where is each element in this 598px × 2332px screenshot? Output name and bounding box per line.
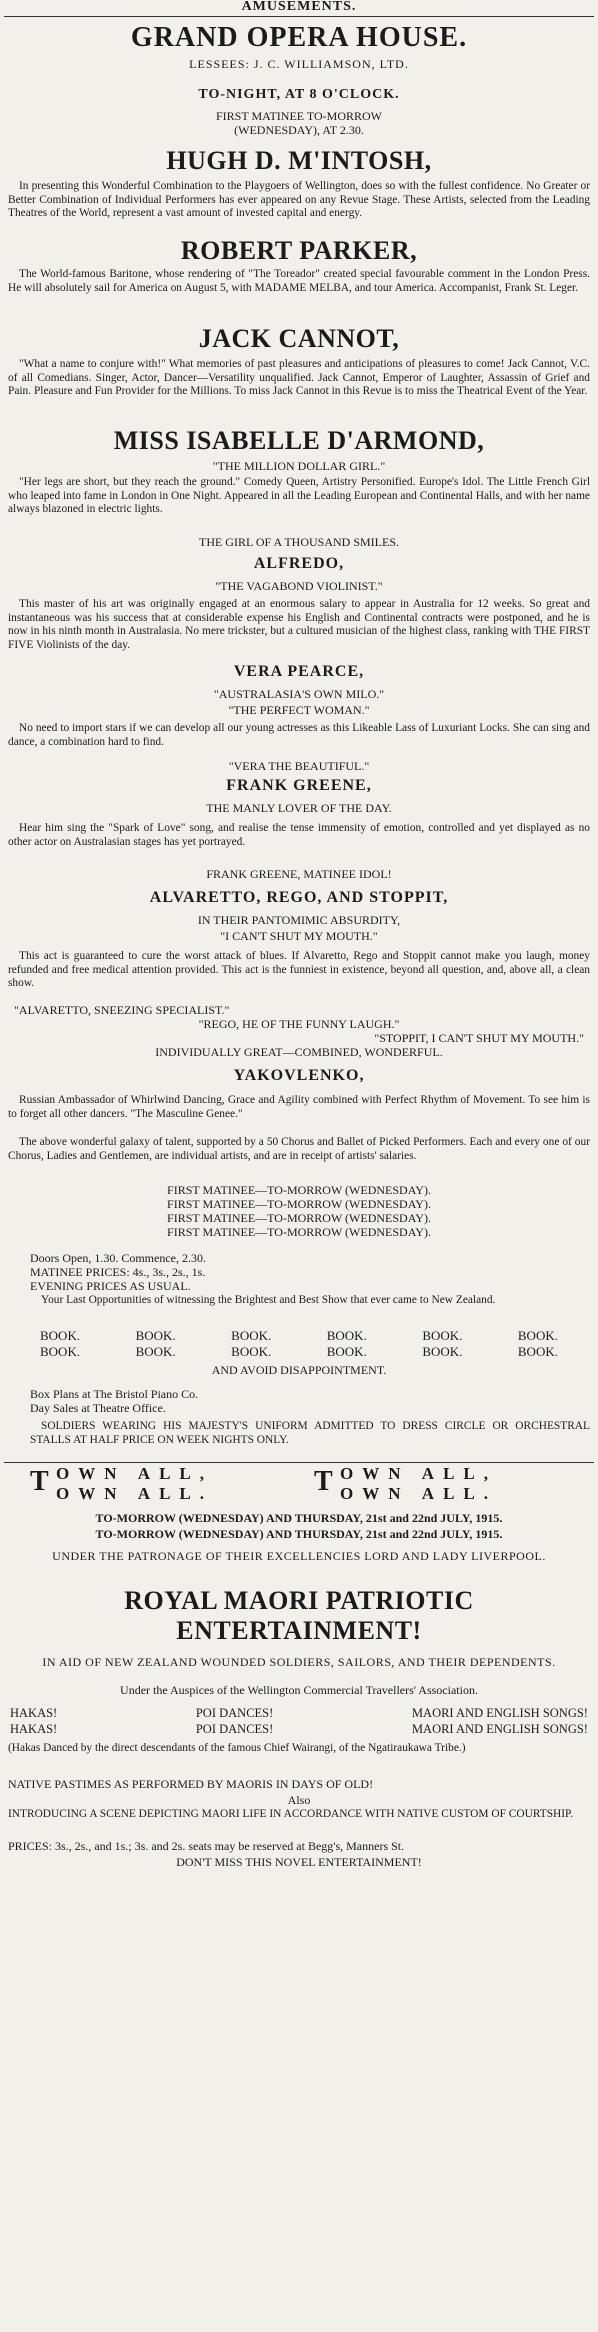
alvaretto-subtitle-1: IN THEIR PANTOMIMIC ABSURDITY, (197, 913, 401, 927)
book-12: BOOK. (517, 1344, 558, 1359)
yakovlenko-name: YAKOVLENKO, (233, 1067, 365, 1084)
date-line-2: TO-MORROW (WEDNESDAY) AND THURSDAY, 21st and 22nd JULY, 1915. (95, 1527, 503, 1541)
introducing-line: INTRODUCING A SCENE DEPICTING MAORI LIFE IN ACCORDANCE WITH NATIVE CUSTOM OF COURTSHIP. (8, 1808, 573, 1820)
cannot-name: JACK CANNOT, (198, 324, 400, 353)
header-rule (4, 16, 594, 17)
town-hall-banner (0, 1464, 598, 1508)
vera-text: No need to import stars if we can develop all our young actresses as this Likeable Lass of Luxuriant Locks. She can sing and dance, a combination hard to find. (8, 722, 590, 748)
songs-2: MAORI AND ENGLISH SONGS! (411, 1722, 588, 1736)
alvaretto-quote-2: "REGO, HE OF THE FUNNY LAUGH." (198, 1017, 400, 1031)
patronage-line: UNDER THE PATRONAGE OF THEIR EXCELLENCIES LORD AND LADY LIVERPOOL. (52, 1549, 546, 1563)
book-3: BOOK. (231, 1328, 272, 1343)
box-plans: Box Plans at The Bristol Piano Co. (30, 1387, 199, 1401)
town-hall-bottom-right: OWN ALL. (340, 1484, 498, 1503)
galaxy-text: The above wonderful galaxy of talent, supported by a 50 Chorus and Ballet of Picked Performers. Each and every one of our Chorus, Ladies and Gentlemen, are individual artists, and are in receipt of artists' salaries. (8, 1136, 590, 1162)
book-2: BOOK. (135, 1328, 176, 1343)
dont-miss-line: DON'T MISS THIS NOVEL ENTERTAINMENT! (176, 1855, 422, 1869)
town-hall-top-right: OWN ALL, (340, 1464, 498, 1483)
town-hall-top-left: OWN ALL, (56, 1464, 214, 1483)
songs-1: MAORI AND ENGLISH SONGS! (411, 1706, 588, 1720)
soldiers-notice: SOLDIERS WEARING HIS MAJESTY'S UNIFORM ADMITTED TO DRESS CIRCLE OR ORCHESTRAL STALLS AT HALF PRICE ON WEEK NIGHTS ONLY. (30, 1420, 590, 1446)
alvaretto-quote-3: "STOPPIT, I CAN'T SHUT MY MOUTH." (374, 1031, 584, 1045)
aid-line: IN AID OF NEW ZEALAND WOUNDED SOLDIERS, SAILORS, AND THEIR DEPENDENTS. (42, 1655, 556, 1669)
townhall-prices: PRICES: 3s., 2s., and 1s.; 3s. and 2s. seats may be reserved at Begg's, Manners St. (8, 1839, 405, 1853)
initial-t-right: T (314, 1466, 333, 1497)
hakas-row-2 (10, 1722, 588, 1737)
book-9: BOOK. (231, 1344, 272, 1359)
opportunity-text: Your Last Opportunities of witnessing the Brightest and Best Show that ever came to New Zealand. (41, 1294, 496, 1306)
town-hall-bottom-left: OWN ALL. (56, 1484, 214, 1503)
presenter-text: In presenting this Wonderful Combination to the Playgoers of Wellington, does so with the fullest confidence. No Greater or Better Combination of Individual Performers has ever appeared on any Revue Stage. These Artists, selected from the Leading Theatres of the World, represent a vast amount of invested capital and energy. (8, 180, 590, 220)
matinee-repeat-1: FIRST MATINEE—TO-MORROW (WEDNESDAY). (167, 1183, 431, 1197)
matinee-line-1: FIRST MATINEE TO-MORROW (215, 109, 382, 123)
book-11: BOOK. (422, 1344, 463, 1359)
avoid-line: AND AVOID DISAPPOINTMENT. (211, 1363, 387, 1377)
alvaretto-quote-1: "ALVARETTO, SNEEZING SPECIALIST." (14, 1003, 230, 1017)
parker-name: ROBERT PARKER, (180, 236, 418, 265)
alvaretto-name: ALVARETTO, REGO, AND STOPPIT, (149, 889, 449, 906)
isabelle-text: "Her legs are short, but they reach the ground." Comedy Queen, Artistry Personified. Europe's Idol. The Little French Girl who leaped into fame in London in One Night. Appeared in all the Leading European and Continental Halls, and with her name always blazoned in electric lights. (8, 476, 590, 516)
vera-subtitle-1: "AUSTRALASIA'S OWN MILO." (213, 687, 385, 701)
book-7: BOOK. (40, 1344, 81, 1359)
alvaretto-quote-4: INDIVIDUALLY GREAT—COMBINED, WONDERFUL. (155, 1045, 443, 1059)
opera-title: GRAND OPERA HOUSE. (130, 22, 468, 53)
poi-2: POI DANCES! (195, 1722, 274, 1736)
matinee-line-2: (WEDNESDAY), AT 2.30. (234, 123, 364, 137)
parker-text: The World-famous Baritone, whose rendering of "The Toreador" created special favourable comment in the London Press. He will absolutely sail for America on August 5, with MADAME MELBA, and tour America. Accompanist, Frank St. Leger. (8, 268, 590, 294)
book-row (40, 1328, 558, 1344)
pastimes-line: NATIVE PASTIMES AS PERFORMED BY MAORIS IN DAYS OF OLD! (8, 1777, 374, 1791)
initial-t-left: T (30, 1466, 49, 1497)
cannot-text: "What a name to conjure with!" What memories of past pleasures and anticipations of pleasures to come! Jack Cannot, V.C. of all Comedians. Singer, Actor, Dancer—Versatility unqualified. Jack Cannot, Emperor of Laughter, Assassin of Grief and Pain. Pleasure and Fun Provider for the Millions. To miss Jack Cannot in this Revue is to miss the Theatrical Event of the Year. (8, 358, 590, 398)
doors-line: Doors Open, 1.30. Commence, 2.30. (30, 1251, 206, 1265)
greene-tagline: FRANK GREENE, MATINEE IDOL! (206, 867, 392, 881)
alvaretto-subtitle-2: "I CAN'T SHUT MY MOUTH." (220, 929, 378, 943)
poi-1: POI DANCES! (195, 1706, 274, 1720)
alfredo-name: ALFREDO, (253, 555, 345, 572)
day-sales: Day Sales at Theatre Office. (30, 1401, 166, 1415)
section-divider (4, 1462, 594, 1463)
date-line-1: TO-MORROW (WEDNESDAY) AND THURSDAY, 21st and 22nd JULY, 1915. (95, 1511, 503, 1525)
presenter-name: HUGH D. M'INTOSH, (166, 146, 432, 175)
book-8: BOOK. (135, 1344, 176, 1359)
maori-title-2: ENTERTAINMENT! (176, 1616, 422, 1645)
tonight-line: TO-NIGHT, AT 8 O'CLOCK. (198, 87, 400, 102)
section-title: AMUSEMENTS. (241, 0, 357, 14)
alvaretto-text: This act is guaranteed to cure the worst attack of blues. If Alvaretto, Rego and Stoppit cannot make you laugh, money refunded and free medical attention provided. This act is the funniest in existence, beyond all question, and, above all, a clean show. (8, 950, 590, 990)
hakas-row-1 (10, 1706, 588, 1721)
also-line: Also (287, 1793, 311, 1807)
alfredo-text: This master of his art was originally engaged at an enormous salary to appear in Australia for 12 weeks. So great and instantaneous was his success that at considerable expense his English and Continental contracts were postponed, and he is now in his ninth month in Australasia. No mere trickster, but a cultured musician of the highest class, ranking with THE FIRST FIVE Violinists of the day. (8, 598, 590, 651)
vera-tagline: "VERA THE BEAUTIFUL." (228, 759, 370, 773)
book-10: BOOK. (326, 1344, 367, 1359)
isabelle-subtitle: "THE MILLION DOLLAR GIRL." (212, 459, 386, 473)
isabelle-tagline: THE GIRL OF A THOUSAND SMILES. (198, 535, 399, 549)
matinee-repeat-3: FIRST MATINEE—TO-MORROW (WEDNESDAY). (167, 1211, 431, 1225)
maori-title-1: ROYAL MAORI PATRIOTIC (124, 1586, 474, 1615)
vera-subtitle-2: "THE PERFECT WOMAN." (228, 703, 370, 717)
book-5: BOOK. (422, 1328, 463, 1343)
matinee-repeat-4: FIRST MATINEE—TO-MORROW (WEDNESDAY). (167, 1225, 431, 1239)
hakas-note: (Hakas Danced by the direct descendants of the famous Chief Wairangi, of the Ngatiraukawa Tribe.) (8, 1742, 466, 1754)
opera-lessees: LESSEES: J. C. WILLIAMSON, LTD. (189, 57, 409, 71)
greene-name: FRANK GREENE, (226, 777, 372, 794)
hakas-1: HAKAS! (10, 1706, 58, 1720)
evening-prices: EVENING PRICES AS USUAL. (30, 1279, 191, 1293)
auspices-line: Under the Auspices of the Wellington Commercial Travellers' Association. (120, 1683, 478, 1697)
book-6: BOOK. (517, 1328, 558, 1343)
book-4: BOOK. (326, 1328, 367, 1343)
yakovlenko-text: Russian Ambassador of Whirlwind Dancing, Grace and Agility combined with Perfect Rhythm of Movement. To see him is to forget all other dancers. "The Masculine Genee." (8, 1094, 590, 1120)
isabelle-name: MISS ISABELLE D'ARMOND, (113, 426, 485, 455)
matinee-prices: MATINEE PRICES: 4s., 3s., 2s., 1s. (30, 1265, 206, 1279)
matinee-repeat-2: FIRST MATINEE—TO-MORROW (WEDNESDAY). (167, 1197, 431, 1211)
vera-name: VERA PEARCE, (233, 663, 365, 680)
hakas-2: HAKAS! (10, 1722, 58, 1736)
book-row-2 (40, 1344, 558, 1360)
greene-text: Hear him sing the "Spark of Love" song, and realise the tense immensity of emotion, controlled and yet displayed as no other actor on Australasian stages has yet portrayed. (8, 822, 590, 848)
greene-subtitle: THE MANLY LOVER OF THE DAY. (206, 801, 392, 815)
book-1: BOOK. (40, 1328, 81, 1343)
alfredo-subtitle: "THE VAGABOND VIOLINIST." (215, 579, 383, 593)
